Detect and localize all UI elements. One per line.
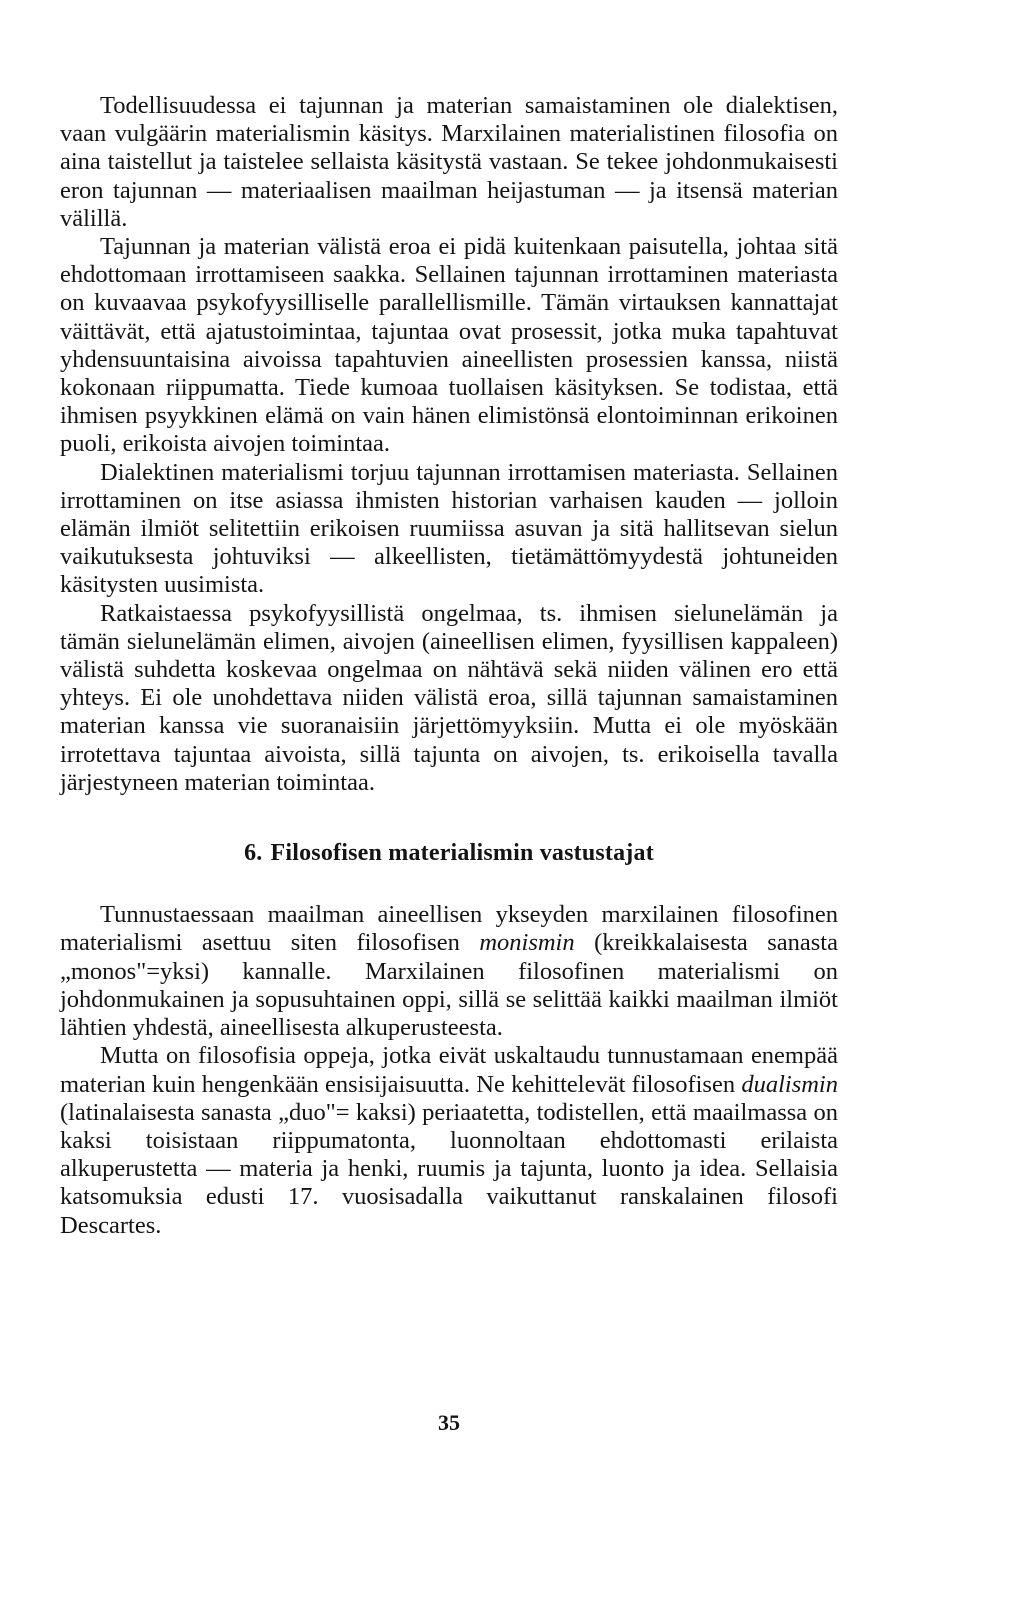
section-heading [60,839,838,867]
page-body [60,92,838,1240]
term-monismin: monismin [479,929,575,957]
term-dualismin: dualismin [741,1070,838,1098]
page-number: 35 [438,1410,460,1435]
paragraph-5-text-a: Tunnustaessaan maailman aineellisen ykseyden marxilainen filosofinen materialismi asettuu siten filosofisen [60,901,838,957]
paragraph-5-text-b: (kreikkalaisesta sanasta „monos"=yksi) kannalle. Marxilainen filosofinen materialismi on johdonmukainen ja sopusuhtainen oppi, sillä se selittää kaikki maailman ilmiöt lähtien yhdestä, aineellisesta alkuperusteesta. [60,929,838,1042]
paragraph-6 [60,1042,838,1239]
paragraph-5 [60,901,838,1042]
paragraph-2: Tajunnan ja materian välistä eroa ei pidä kuitenkaan paisutella, johtaa sitä ehdottomaan irrottamiseen saakka. Sellainen tajunnan irrottaminen materiasta on kuvaavaa psykofyysilliselle parallellismille. Tämän virtauksen kannattajat väittävät, että ajatustoimintaa, tajuntaa ovat prosessit, jotka muka tapahtuvat yhdensuuntaisina aivoissa tapahtuvien aineellisten prosessien kanssa, niistä kokonaan riippumatta. Tiede kumoaa tuollaisen käsityksen. Se todistaa, että ihmisen psyykkinen elämä on vain hänen elimistönsä elontoiminnan erikoinen puoli, erikoista aivojen toimintaa. [60,233,838,458]
paragraph-6-text-b: (latinalaisesta sanasta „duo"= kaksi) periaatetta, todistellen, että maailmassa on kaksi toisistaan riippumatonta, luonnoltaan ehdottomasti erilaista alkuperustetta — materia ja henki, ruumis ja tajunta, luonto ja idea. Sellaisia katsomuksia edusti 17. vuosisadalla vaikuttanut ranskalainen filosofi Descartes. [60,1098,838,1239]
paragraph-3: Dialektinen materialismi torjuu tajunnan irrottamisen materiasta. Sellainen irrottaminen on itse asiassa ihmisten historian varhaisen kauden — jolloin elämän ilmiöt selitettiin erikoisen ruumiissa asuvan ja sitä hallitsevan sielun vaikutuksesta johtuviksi — alkeellisten, tietämättömyydestä johtuneiden käsitysten uusimista. [60,458,838,599]
section-title: Filosofisen materialismin vastustajat [270,840,654,867]
paragraph-4: Ratkaistaessa psykofyysillistä ongelmaa, ts. ihmisen sielunelämän ja tämän sielunelämän elimen, aivojen (aineellisen elimen, fyysillisen kappaleen) välistä suhdetta koskevaa ongelmaa on nähtävä sekä niiden välinen ero että yhteys. Ei ole unohdettava niiden välistä eroa, sillä tajunnan samaistaminen materian kanssa vie suoranaisiin järjettömyyksiin. Mutta ei ole myöskään irrotettava tajuntaa aivoista, sillä tajunta on aivojen, ts. erikoisella tavalla järjestyneen materian toimintaa. [60,599,838,796]
section-number: 6. [244,840,263,867]
paragraph-6-text-a: Mutta on filosofisia oppeja, jotka eivät uskaltaudu tunnustamaan enempää materian kuin hengenkään ensisijaisuutta. Ne kehittelevät filosofisen [60,1042,838,1098]
paragraph-1: Todellisuudessa ei tajunnan ja materian samaistaminen ole dialektisen, vaan vulgäärin materialismin käsitys. Marxilainen materialistinen filosofia on aina taistellut ja taistelee sellaista käsitystä vastaan. Se tekee johdonmukaisesti eron tajunnan — materiaalisen maailman heijastuman — ja itsensä materian välillä. [60,92,838,232]
